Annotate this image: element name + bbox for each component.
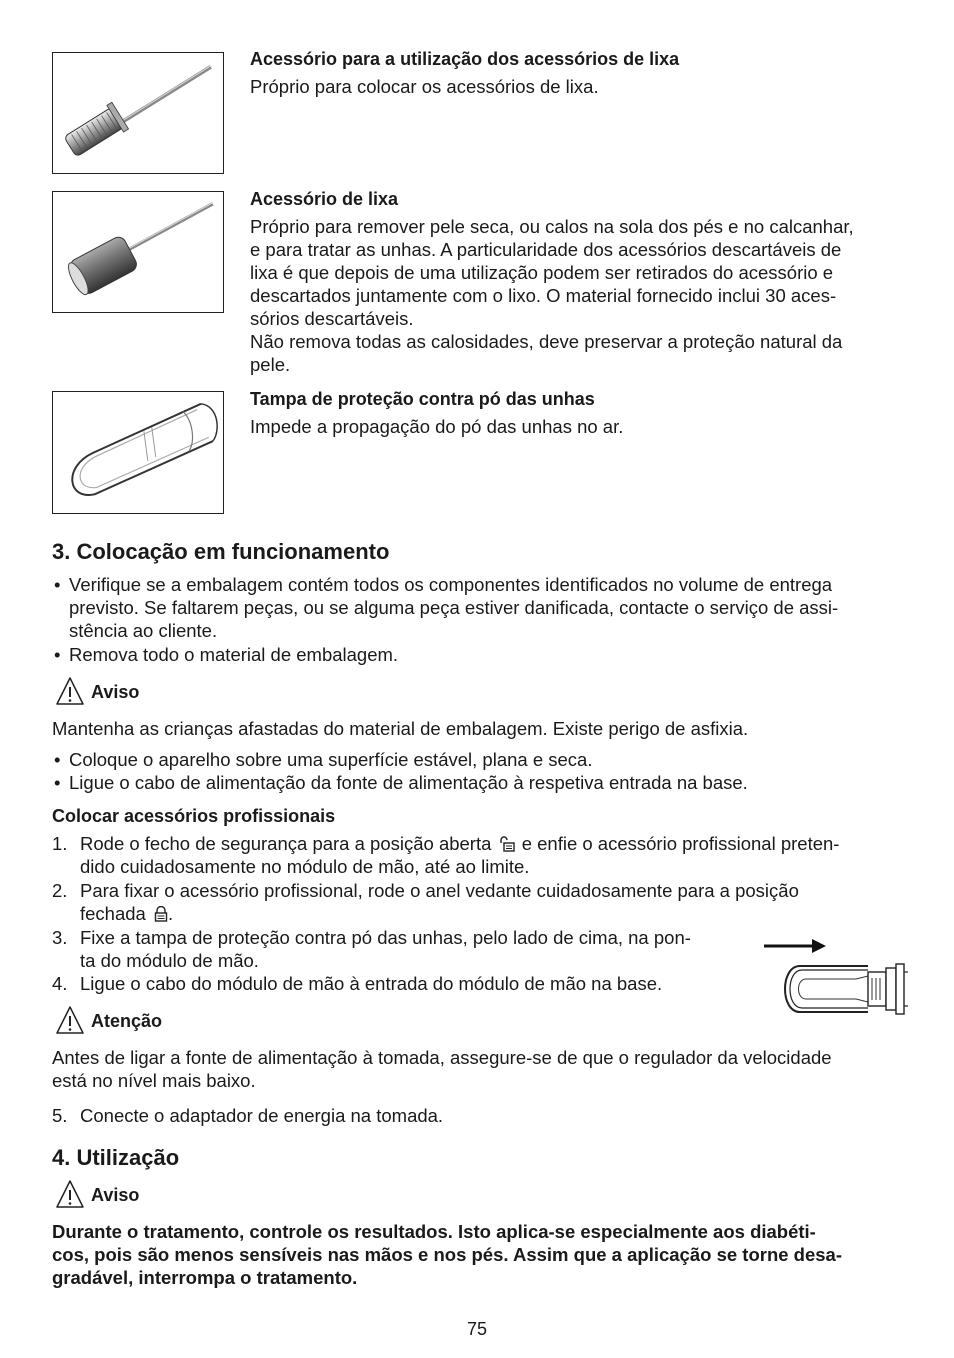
accessory-title: Acessório de lixa bbox=[250, 189, 399, 209]
open-lock-icon bbox=[498, 836, 516, 852]
caution-text-line: está no nível mais baixo. bbox=[52, 1070, 256, 1091]
accessory-description-line: pele. bbox=[250, 354, 291, 375]
accessory-description-line: descartados juntamente com o lixo. O material fornecido inclui 30 aces- bbox=[250, 285, 837, 306]
closed-lock-icon bbox=[154, 906, 168, 922]
warning-text: Mantenha as crianças afastadas do material de embalagem. Existe perigo de asfixia. bbox=[52, 718, 749, 739]
caution-label: Atenção bbox=[91, 1011, 163, 1031]
sanding-accessory-image bbox=[52, 191, 224, 313]
dust-cap-image bbox=[52, 391, 224, 514]
warning-triangle-icon bbox=[55, 1179, 85, 1209]
warning-triangle-icon bbox=[55, 676, 85, 706]
list-item: • Remova todo o material de embalagem. bbox=[54, 644, 399, 665]
list-item: • Coloque o aparelho sobre uma superfície estável, plana e seca. bbox=[54, 749, 593, 770]
accessory-description-line: Não remova todas as calosidades, deve preservar a proteção natural da bbox=[250, 331, 843, 352]
accessory-description: Próprio para colocar os acessórios de lixa. bbox=[250, 76, 599, 97]
section-heading: 3. Colocação em funcionamento bbox=[52, 539, 390, 564]
accessory-title: Tampa de proteção contra pó das unhas bbox=[250, 389, 595, 409]
accessory-description-line: lixa é que depois de uma utilização podem ser retirados do acessório e bbox=[250, 262, 834, 283]
numbered-step: 5. Conecte o adaptador de energia na tomada. bbox=[52, 1105, 444, 1126]
section-heading: 4. Utilização bbox=[52, 1145, 180, 1170]
accessory-title: Acessório para a utilização dos acessórios de lixa bbox=[250, 49, 680, 69]
numbered-step: 1. Rode o fecho de segurança para a posição aberta e enfie o acessório profissional preten- dido cuidadosamente no módulo de mão, até ao limite. bbox=[52, 833, 840, 877]
warning-text-line: cos, pois são menos sensíveis nas mãos e nos pés. Assim que a aplicação se torne desa- bbox=[52, 1244, 843, 1265]
warning-label: Aviso bbox=[91, 682, 140, 702]
handpiece-with-dust-cap-illustration bbox=[756, 932, 912, 1018]
page-number: 75 bbox=[466, 1319, 488, 1339]
numbered-step: 4. Ligue o cabo do módulo de mão à entrada do módulo de mão na base. bbox=[52, 973, 663, 994]
warning-text-line: gradável, interrompa o tratamento. bbox=[52, 1267, 358, 1288]
numbered-step: 3. Fixe a tampa de proteção contra pó das unhas, pelo lado de cima, na pon- ta do módulo de mão. bbox=[52, 927, 691, 971]
warning-text-line: Durante o tratamento, controle os resultados. Isto aplica-se especialmente aos diabéti- bbox=[52, 1221, 816, 1242]
bullet-icon: • bbox=[54, 749, 61, 770]
mandrel-accessory-image bbox=[52, 52, 224, 174]
bullet-icon: • bbox=[54, 772, 61, 793]
warning-triangle-icon bbox=[55, 1005, 85, 1035]
accessory-description-line: e para tratar as unhas. A particularidade dos acessórios descartáveis de bbox=[250, 239, 842, 260]
accessory-description: Impede a propagação do pó das unhas no ar. bbox=[250, 416, 624, 437]
list-item: • Verifique se a embalagem contém todos os componentes identificados no volume de entrega previsto. Se faltarem peças, ou se alguma peça estiver danificada, contacte o serviço de assi- stência ao cliente. bbox=[54, 574, 839, 641]
accessory-description-line: sórios descartáveis. bbox=[250, 308, 414, 329]
list-item: • Ligue o cabo de alimentação da fonte de alimentação à respetiva entrada na base. bbox=[54, 772, 748, 793]
accessory-description-line: Próprio para remover pele seca, ou calos na sola dos pés e no calcanhar, bbox=[250, 216, 854, 237]
caution-text-line: Antes de ligar a fonte de alimentação à tomada, assegure-se de que o regulador da velocidade bbox=[52, 1047, 832, 1068]
subheading: Colocar acessórios profissionais bbox=[52, 806, 336, 826]
bullet-icon: • bbox=[54, 574, 61, 595]
numbered-step: 2. Para fixar o acessório profissional, rode o anel vedante cuidadosamente para a posição fechada . bbox=[52, 880, 799, 924]
warning-label: Aviso bbox=[91, 1185, 140, 1205]
bullet-icon: • bbox=[54, 644, 61, 665]
